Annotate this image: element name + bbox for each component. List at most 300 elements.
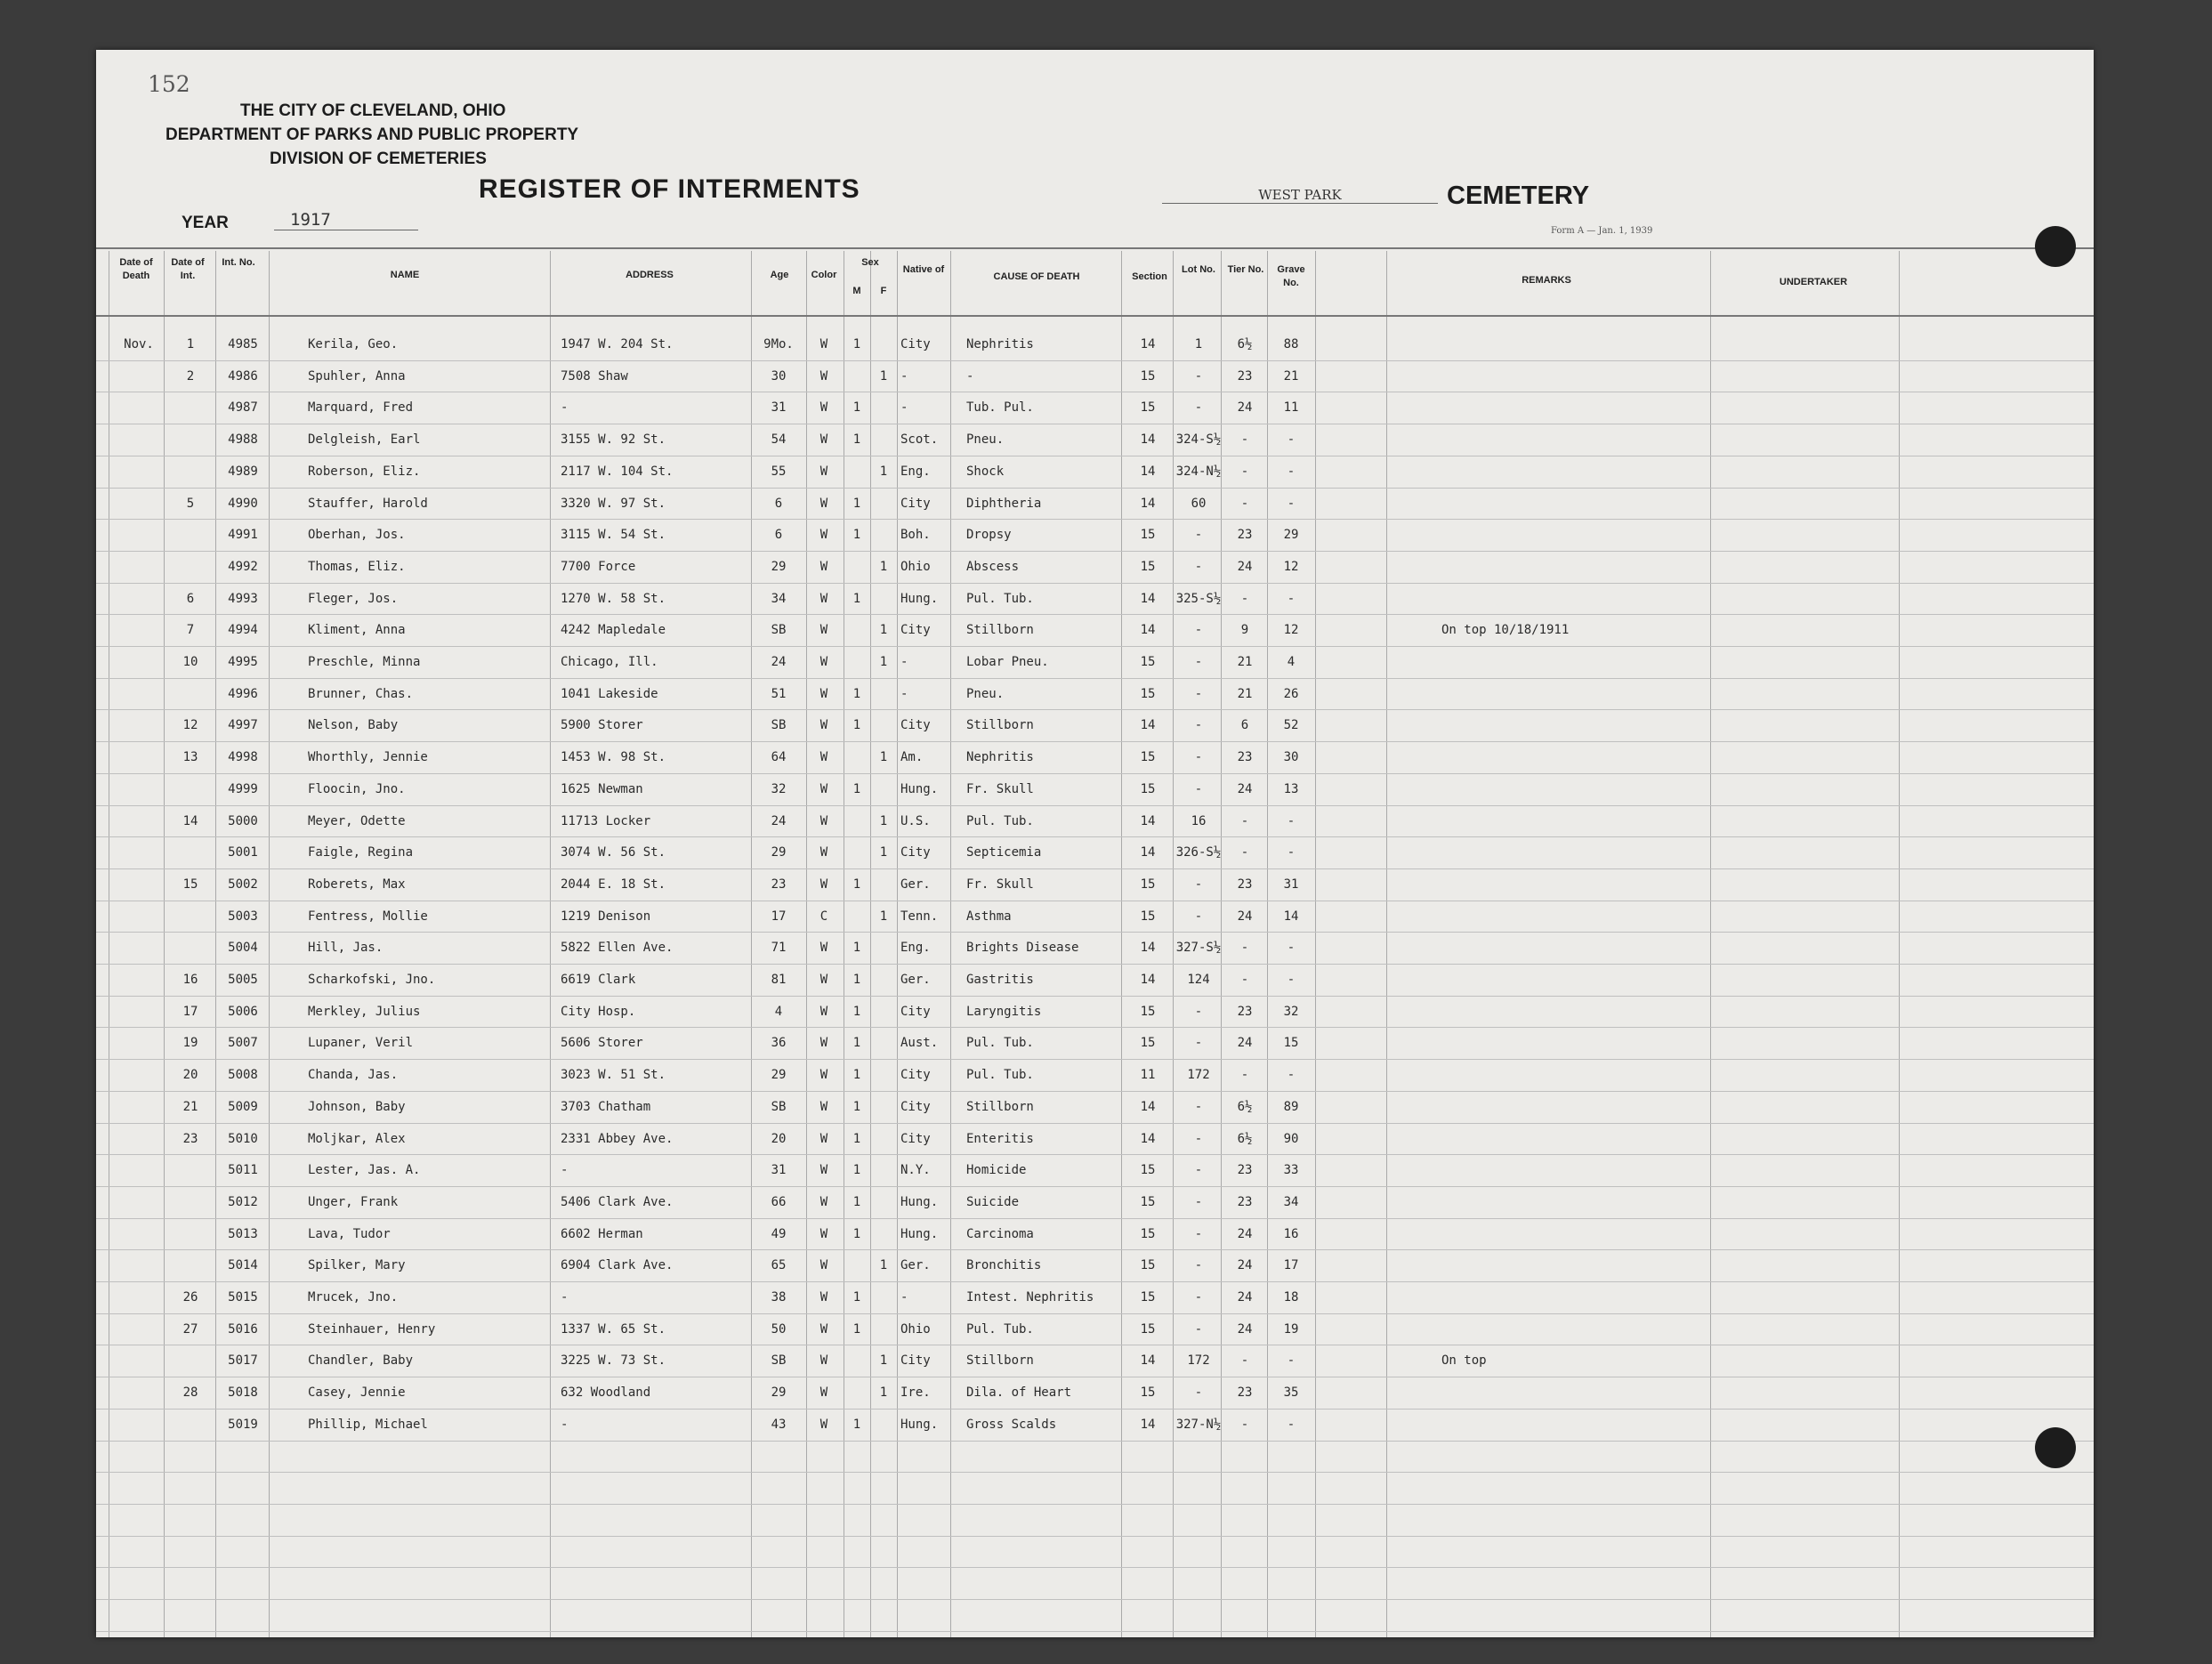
cell-name: Chanda, Jas.: [308, 1068, 399, 1082]
cell-di: 12: [182, 718, 198, 732]
cell-grave: -: [1287, 973, 1296, 987]
cell-grave: 31: [1283, 877, 1299, 892]
division-heading: DIVISION OF CEMETERIES: [270, 149, 487, 168]
row-rule: [96, 1409, 2094, 1410]
cell-native: Hung.: [900, 1195, 939, 1209]
cell-addr: 1625 Newman: [561, 782, 643, 796]
cell-age: SB: [771, 1353, 787, 1368]
cell-addr: 6904 Clark Ave.: [561, 1258, 674, 1272]
row-rule: [96, 773, 2094, 774]
cell-sec: 14: [1140, 623, 1156, 637]
row-rule: [96, 1281, 2094, 1282]
cell-sec: 15: [1140, 1195, 1156, 1209]
cell-f: 1: [879, 1385, 888, 1400]
cell-grave: 11: [1283, 400, 1299, 415]
cell-native: Tenn.: [900, 909, 939, 924]
col-sex-f: F: [880, 286, 887, 296]
cell-tier: 9: [1240, 623, 1249, 637]
cell-color: W: [819, 1353, 828, 1368]
cell-sec: 14: [1140, 973, 1156, 987]
cell-name: Nelson, Baby: [308, 718, 399, 732]
cell-m: 1: [852, 1005, 861, 1019]
cell-age: 30: [771, 369, 787, 384]
cell-native: City: [900, 1132, 931, 1146]
cell-grave: 90: [1283, 1132, 1299, 1146]
cell-f: 1: [879, 845, 888, 860]
cell-tier: 6½: [1237, 337, 1253, 351]
cell-tier: -: [1240, 497, 1249, 511]
cell-di: 5: [186, 497, 195, 511]
cell-color: W: [819, 337, 828, 351]
grid-vline: [870, 251, 871, 1637]
cell-lot: -: [1194, 560, 1203, 574]
cell-no: 4998: [228, 750, 258, 764]
cell-tier: -: [1240, 941, 1249, 955]
cell-cause: Enteritis: [966, 1132, 1034, 1146]
cell-grave: 15: [1283, 1036, 1299, 1050]
cell-no: 4994: [228, 623, 258, 637]
row-rule: [96, 996, 2094, 997]
cell-grave: 30: [1283, 750, 1299, 764]
cell-no: 5010: [228, 1132, 258, 1146]
cell-native: -: [900, 687, 908, 701]
cell-age: 32: [771, 782, 787, 796]
cell-no: 4999: [228, 782, 258, 796]
cell-color: C: [819, 909, 828, 924]
cell-age: 17: [771, 909, 787, 924]
cell-di: 19: [182, 1036, 198, 1050]
cell-m: 1: [852, 1290, 861, 1305]
cell-sec: 15: [1140, 1258, 1156, 1272]
cell-cause: Pul. Tub.: [966, 1068, 1034, 1082]
cell-lot: -: [1194, 1036, 1203, 1050]
cell-age: 55: [771, 464, 787, 479]
cell-addr: City Hosp.: [561, 1005, 636, 1019]
cell-name: Kliment, Anna: [308, 623, 406, 637]
col-cause: CAUSE OF DEATH: [993, 271, 1080, 282]
cell-sec: 14: [1140, 1353, 1156, 1368]
grid-vline: [164, 251, 165, 1637]
cell-cause: -: [966, 369, 974, 384]
cell-native: Ger.: [900, 973, 931, 987]
cell-di: 26: [182, 1290, 198, 1305]
cell-sec: 15: [1140, 560, 1156, 574]
grid-vline: [897, 251, 898, 1637]
cell-age: 38: [771, 1290, 787, 1305]
cell-lot: -: [1194, 1163, 1203, 1177]
row-rule: [96, 1027, 2094, 1028]
cell-cause: Pneu.: [966, 432, 1005, 447]
cell-sec: 14: [1140, 941, 1156, 955]
cell-sec: 14: [1140, 464, 1156, 479]
cell-name: Chandler, Baby: [308, 1353, 414, 1368]
cell-native: Hung.: [900, 592, 939, 606]
binder-hole-bottom: [2035, 1427, 2076, 1468]
cell-sec: 15: [1140, 877, 1156, 892]
cell-color: W: [819, 973, 828, 987]
cell-f: 1: [879, 655, 888, 669]
cell-cause: Stillborn: [966, 718, 1034, 732]
col-tier: Tier No.: [1227, 264, 1264, 275]
cell-lot: -: [1194, 1100, 1203, 1114]
cell-sec: 15: [1140, 1227, 1156, 1241]
cell-remarks: On top: [1441, 1353, 1487, 1368]
cell-no: 4995: [228, 655, 258, 669]
cell-grave: 12: [1283, 560, 1299, 574]
cell-tier: 24: [1237, 400, 1253, 415]
cell-color: W: [819, 750, 828, 764]
cell-lot: -: [1194, 877, 1203, 892]
cell-name: Scharkofski, Jno.: [308, 973, 436, 987]
cell-native: Ohio: [900, 1322, 931, 1337]
cell-m: 1: [852, 1100, 861, 1114]
cell-name: Marquard, Fred: [308, 400, 414, 415]
cell-sec: 15: [1140, 400, 1156, 415]
cell-addr: 3225 W. 73 St.: [561, 1353, 666, 1368]
cell-tier: -: [1240, 432, 1249, 447]
cell-addr: 1337 W. 65 St.: [561, 1322, 666, 1337]
cell-age: 71: [771, 941, 787, 955]
cell-color: W: [819, 1100, 828, 1114]
cell-cause: Diphtheria: [966, 497, 1042, 511]
cell-age: 29: [771, 845, 787, 860]
row-rule: [96, 1567, 2094, 1568]
cell-age: 65: [771, 1258, 787, 1272]
cell-tier: 23: [1237, 1385, 1253, 1400]
row-rule: [96, 614, 2094, 615]
cell-m: 1: [852, 973, 861, 987]
cell-native: -: [900, 369, 908, 384]
cell-m: 1: [852, 1227, 861, 1241]
cell-no: 4986: [228, 369, 258, 384]
cell-color: W: [819, 877, 828, 892]
cell-name: Floocin, Jno.: [308, 782, 406, 796]
register-page: [96, 50, 2094, 1637]
cell-cause: Abscess: [966, 560, 1020, 574]
grid-vline: [269, 251, 270, 1637]
cell-m: 1: [852, 1068, 861, 1082]
cemetery-label: CEMETERY: [1447, 182, 1590, 210]
cell-name: Casey, Jennie: [308, 1385, 406, 1400]
cell-cause: Gastritis: [966, 973, 1034, 987]
cell-sec: 15: [1140, 782, 1156, 796]
cell-native: City: [900, 845, 931, 860]
cell-native: Ire.: [900, 1385, 931, 1400]
cell-m: 1: [852, 337, 861, 351]
cell-no: 4990: [228, 497, 258, 511]
cell-no: 4997: [228, 718, 258, 732]
col-section: Section: [1132, 271, 1167, 282]
cell-cause: Septicemia: [966, 845, 1042, 860]
cell-age: 43: [771, 1418, 787, 1432]
cell-color: W: [819, 464, 828, 479]
cell-lot: 326-S½: [1175, 845, 1222, 860]
col-name: NAME: [390, 270, 420, 280]
cell-grave: 4: [1287, 655, 1296, 669]
cell-grave: 33: [1283, 1163, 1299, 1177]
cell-m: 1: [852, 1418, 861, 1432]
cell-age: 23: [771, 877, 787, 892]
cell-grave: 26: [1283, 687, 1299, 701]
grid-vline: [1315, 251, 1316, 1637]
cell-name: Kerila, Geo.: [308, 337, 399, 351]
cell-lot: -: [1194, 1290, 1203, 1305]
cell-color: W: [819, 560, 828, 574]
cell-addr: 4242 Mapledale: [561, 623, 666, 637]
cell-sec: 15: [1140, 750, 1156, 764]
cell-name: Fentress, Mollie: [308, 909, 428, 924]
cell-color: W: [819, 1322, 828, 1337]
cell-age: 31: [771, 1163, 787, 1177]
cell-f: 1: [879, 464, 888, 479]
cell-tier: -: [1240, 1068, 1249, 1082]
cell-tier: -: [1240, 814, 1249, 828]
cell-f: 1: [879, 369, 888, 384]
col-int-no: Int. No.: [222, 257, 255, 268]
row-rule: [96, 709, 2094, 710]
row-rule: [96, 1504, 2094, 1505]
year-label: YEAR: [182, 214, 229, 232]
cell-age: 49: [771, 1227, 787, 1241]
department-heading: DEPARTMENT OF PARKS AND PUBLIC PROPERTY: [165, 125, 579, 144]
cell-lot: -: [1194, 718, 1203, 732]
cell-no: 5017: [228, 1353, 258, 1368]
cell-color: W: [819, 400, 828, 415]
cell-sec: 14: [1140, 845, 1156, 860]
cell-color: W: [819, 655, 828, 669]
cell-native: U.S.: [900, 814, 931, 828]
cell-sec: 14: [1140, 1132, 1156, 1146]
cell-native: Hung.: [900, 782, 939, 796]
cell-addr: 3023 W. 51 St.: [561, 1068, 666, 1082]
cell-cause: Intest. Nephritis: [966, 1290, 1094, 1305]
cell-sec: 15: [1140, 369, 1156, 384]
cell-name: Stauffer, Harold: [308, 497, 428, 511]
cell-cause: Pneu.: [966, 687, 1005, 701]
cell-sec: 15: [1140, 1036, 1156, 1050]
cell-grave: -: [1287, 592, 1296, 606]
cell-cause: Stillborn: [966, 623, 1034, 637]
cell-no: 4987: [228, 400, 258, 415]
cell-addr: Chicago, Ill.: [561, 655, 658, 669]
cell-addr: 11713 Locker: [561, 814, 651, 828]
cell-lot: 16: [1191, 814, 1207, 828]
cell-color: W: [819, 1132, 828, 1146]
cell-lot: -: [1194, 750, 1203, 764]
cell-sec: 14: [1140, 1418, 1156, 1432]
cell-cause: Fr. Skull: [966, 877, 1034, 892]
cell-native: Boh.: [900, 528, 931, 542]
row-rule: [96, 646, 2094, 647]
col-lot: Lot No.: [1182, 264, 1215, 275]
cell-grave: 18: [1283, 1290, 1299, 1305]
cell-age: 34: [771, 592, 787, 606]
cell-no: 5006: [228, 1005, 258, 1019]
cell-age: 9Mo.: [763, 337, 794, 351]
cell-no: 4988: [228, 432, 258, 447]
cell-tier: 24: [1237, 1036, 1253, 1050]
cell-f: 1: [879, 1258, 888, 1272]
cell-di: 7: [186, 623, 195, 637]
cell-grave: 17: [1283, 1258, 1299, 1272]
cell-cause: Dropsy: [966, 528, 1012, 542]
cell-name: Fleger, Jos.: [308, 592, 399, 606]
form-note: Form A — Jan. 1, 1939: [1551, 226, 1653, 236]
cell-color: W: [819, 623, 828, 637]
cell-name: Thomas, Eliz.: [308, 560, 406, 574]
row-rule: [96, 583, 2094, 584]
cell-name: Mrucek, Jno.: [308, 1290, 399, 1305]
cell-lot: 327-N½: [1175, 1418, 1222, 1432]
cell-age: SB: [771, 623, 787, 637]
row-rule: [96, 1631, 2094, 1632]
cell-sec: 15: [1140, 1385, 1156, 1400]
cell-native: -: [900, 1290, 908, 1305]
cell-color: W: [819, 1227, 828, 1241]
cell-cause: Brights Disease: [966, 941, 1079, 955]
cell-lot: -: [1194, 782, 1203, 796]
grid-vline: [1710, 251, 1711, 1637]
cell-name: Whorthly, Jennie: [308, 750, 428, 764]
cell-name: Preschle, Minna: [308, 655, 421, 669]
cell-name: Merkley, Julius: [308, 1005, 421, 1019]
cell-m: 1: [852, 687, 861, 701]
cell-lot: -: [1194, 1005, 1203, 1019]
cell-tier: -: [1240, 1418, 1249, 1432]
cell-di: 23: [182, 1132, 198, 1146]
cell-native: City: [900, 337, 931, 351]
cell-lot: -: [1194, 655, 1203, 669]
col-remarks: REMARKS: [1522, 275, 1571, 286]
cell-age: 4: [774, 1005, 783, 1019]
grid-vline: [806, 251, 807, 1637]
cell-color: W: [819, 1068, 828, 1082]
cell-sec: 15: [1140, 909, 1156, 924]
cell-no: 4993: [228, 592, 258, 606]
cell-grave: -: [1287, 432, 1296, 447]
cell-cause: Pul. Tub.: [966, 1322, 1034, 1337]
cell-name: Unger, Frank: [308, 1195, 399, 1209]
cell-grave: 29: [1283, 528, 1299, 542]
cell-m: 1: [852, 432, 861, 447]
row-rule: [96, 1123, 2094, 1124]
row-rule: [96, 1441, 2094, 1442]
cell-native: City: [900, 718, 931, 732]
cell-native: Ohio: [900, 560, 931, 574]
cell-color: W: [819, 782, 828, 796]
cell-grave: -: [1287, 814, 1296, 828]
header-rule: [96, 315, 2094, 317]
cell-remarks: On top 10/18/1911: [1441, 623, 1570, 637]
cell-di: 17: [182, 1005, 198, 1019]
cell-grave: 32: [1283, 1005, 1299, 1019]
cell-cause: Stillborn: [966, 1353, 1034, 1368]
cell-cause: Pul. Tub.: [966, 1036, 1034, 1050]
cell-lot: 172: [1187, 1068, 1210, 1082]
cell-name: Johnson, Baby: [308, 1100, 406, 1114]
cell-addr: 6619 Clark: [561, 973, 636, 987]
cell-age: 54: [771, 432, 787, 447]
cell-lot: -: [1194, 687, 1203, 701]
cell-name: Faigle, Regina: [308, 845, 414, 860]
cell-age: 6: [774, 497, 783, 511]
cell-color: W: [819, 814, 828, 828]
cell-age: 50: [771, 1322, 787, 1337]
cell-native: -: [900, 655, 908, 669]
cell-cause: Nephritis: [966, 337, 1034, 351]
cell-tier: -: [1240, 464, 1249, 479]
cell-addr: 7700 Force: [561, 560, 636, 574]
cell-grave: 19: [1283, 1322, 1299, 1337]
cell-sec: 15: [1140, 528, 1156, 542]
cell-addr: 1453 W. 98 St.: [561, 750, 666, 764]
cell-tier: 6½: [1237, 1132, 1253, 1146]
cell-addr: -: [561, 1163, 569, 1177]
cell-no: 5005: [228, 973, 258, 987]
cell-native: Scot.: [900, 432, 939, 447]
cell-age: 31: [771, 400, 787, 415]
cell-native: -: [900, 400, 908, 415]
cell-no: 4989: [228, 464, 258, 479]
cell-color: W: [819, 1036, 828, 1050]
cell-tier: -: [1240, 1353, 1249, 1368]
cell-age: SB: [771, 1100, 787, 1114]
grid-vline: [1121, 251, 1122, 1637]
row-rule: [96, 1536, 2094, 1537]
cell-cause: Dila. of Heart: [966, 1385, 1072, 1400]
cell-age: 29: [771, 1068, 787, 1082]
cell-no: 5002: [228, 877, 258, 892]
cell-native: City: [900, 497, 931, 511]
cell-sec: 14: [1140, 592, 1156, 606]
cell-f: 1: [879, 814, 888, 828]
cell-tier: 23: [1237, 1163, 1253, 1177]
cell-sec: 11: [1140, 1068, 1156, 1082]
cell-addr: 5900 Storer: [561, 718, 643, 732]
cell-m: 1: [852, 1132, 861, 1146]
cell-no: 5016: [228, 1322, 258, 1337]
cell-age: 64: [771, 750, 787, 764]
grid-vline: [1267, 251, 1268, 1637]
cell-f: 1: [879, 560, 888, 574]
cell-addr: -: [561, 1418, 569, 1432]
cell-addr: 1270 W. 58 St.: [561, 592, 666, 606]
cell-native: City: [900, 1005, 931, 1019]
cell-grave: 14: [1283, 909, 1299, 924]
cell-color: W: [819, 718, 828, 732]
cell-lot: 172: [1187, 1353, 1210, 1368]
cell-m: 1: [852, 528, 861, 542]
cell-di: 20: [182, 1068, 198, 1082]
cell-m: 1: [852, 497, 861, 511]
cell-m: 1: [852, 1163, 861, 1177]
cell-addr: 3703 Chatham: [561, 1100, 651, 1114]
cell-age: 20: [771, 1132, 787, 1146]
cell-addr: 2117 W. 104 St.: [561, 464, 674, 479]
cell-m: 1: [852, 400, 861, 415]
cell-no: 4992: [228, 560, 258, 574]
header-rule: [96, 247, 2094, 249]
grid-vline: [950, 251, 951, 1637]
row-rule: [96, 1186, 2094, 1187]
col-age: Age: [770, 270, 789, 280]
cell-lot: -: [1194, 1385, 1203, 1400]
cell-tier: 24: [1237, 1290, 1253, 1305]
cell-grave: -: [1287, 497, 1296, 511]
row-rule: [96, 551, 2094, 552]
cell-tier: -: [1240, 592, 1249, 606]
cell-addr: 1219 Denison: [561, 909, 651, 924]
